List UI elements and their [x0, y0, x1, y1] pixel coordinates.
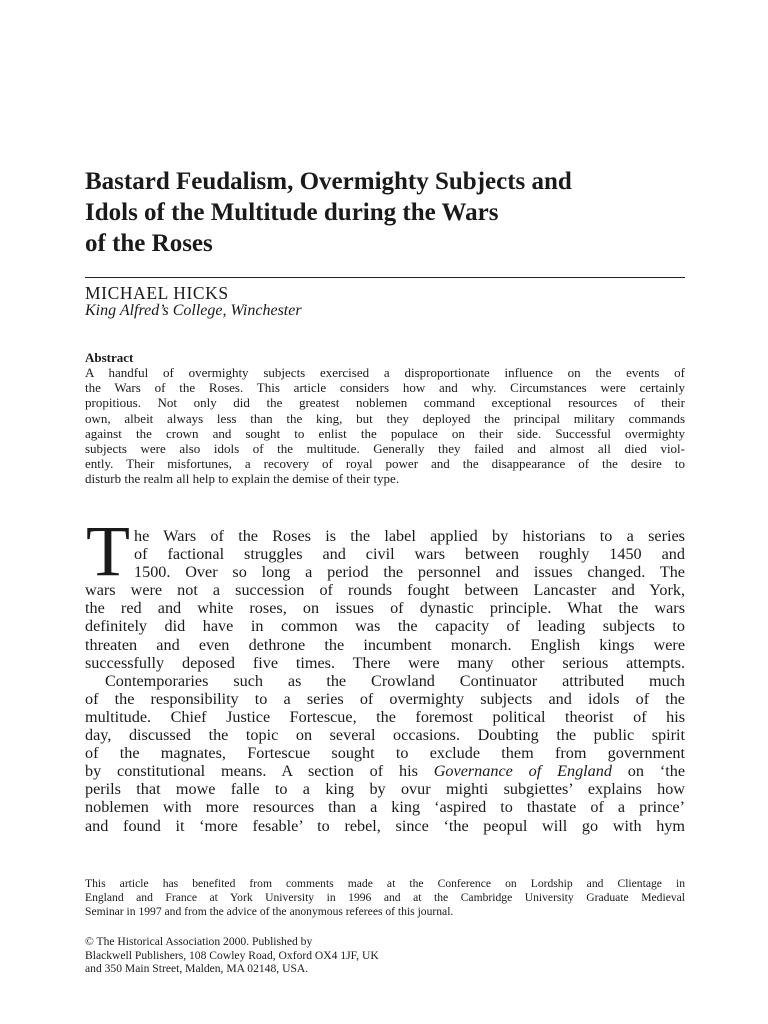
- copyright-line: © The Historical Association 2000. Published by: [85, 935, 313, 948]
- body-line: and found it ‘more fesable’ to rebel, since ‘the peopul will go with hym: [85, 816, 685, 835]
- title-line: Bastard Feudalism, Overmighty Subjects and: [85, 168, 572, 195]
- abstract-heading: Abstract: [85, 350, 134, 365]
- abstract-line: subjects were also idols of the multitude. Generally they failed and almost all died viol-: [85, 441, 685, 457]
- abstract-line: ently. Their misfortunes, a recovery of royal power and the disappearance of the desire to: [85, 456, 685, 472]
- abstract-line: against the crown and sought to enlist the populace on their side. Successful overmighty: [85, 425, 685, 441]
- copyright-line: Blackwell Publishers, 108 Cowley Road, Oxford OX4 1JF, UK: [85, 948, 379, 962]
- body-line: he Wars of the Roses is the label applied by historians to a series: [134, 527, 685, 545]
- abstract-line: A handful of overmighty subjects exercised a disproportionate influence on the events of: [85, 365, 685, 380]
- body-line: multitude. Chief Justice Fortescue, the foremost political theorist of his: [85, 707, 685, 726]
- author-name: MICHAEL HICKS: [85, 283, 229, 303]
- body-line-segment: by constitutional means. A section of his: [85, 762, 418, 781]
- abstract-line: own, albeit always less than the king, but they deployed the principal military commands: [85, 410, 685, 426]
- book-title: Governance of England: [433, 762, 612, 781]
- body-line: wars were not a succession of rounds fought between Lancaster and York,: [85, 581, 685, 600]
- body-line-segment: on ‘the: [611, 762, 686, 781]
- abstract-line: propitious. Not only did the greatest noblemen command exceptional resources of their: [85, 395, 685, 411]
- abstract-text: [85, 365, 685, 487]
- copyright-notice: [85, 935, 379, 976]
- body-line: perils that mowe falle to a king by ovur mighti subgiettes’ explains how: [85, 780, 685, 799]
- body-line: noblemen with more resources than a king ‘aspired to thastate of a prince’: [85, 798, 685, 817]
- title-line: of the Roses: [85, 230, 213, 257]
- abstract-line: the Wars of the Roses. This article considers how and why. Circumstances were certainly: [85, 380, 685, 396]
- author-affiliation: King Alfred’s College, Winchester: [85, 302, 302, 319]
- abstract-line: disturb the realm all help to explain the demise of their type.: [85, 471, 400, 487]
- body-line: of factional struggles and civil wars between roughly 1450 and: [134, 545, 685, 564]
- body-line: [85, 762, 685, 780]
- body-line: day, discussed the topic on several occasions. Doubting the public spirit: [85, 726, 685, 745]
- body-line: definitely did have in common was the capacity of leading subjects to: [85, 617, 685, 636]
- title-line: Idols of the Multitude during the Wars: [85, 199, 499, 226]
- article-title: [85, 166, 685, 259]
- footnote-line: England and France at York University in 1996 and at the Cambridge University Graduate Medieval: [85, 890, 685, 904]
- acknowledgement-footnote: [85, 877, 685, 918]
- article-body: [85, 527, 685, 835]
- footnote-line: This article has benefited from comments made at the Conference on Lordship and Clientage in: [85, 877, 685, 890]
- body-line: threaten and even dethrone the incumbent monarch. English kings were: [85, 635, 685, 654]
- footnote-line: Seminar in 1997 and from the advice of the anonymous referees of this journal.: [85, 904, 454, 918]
- copyright-line: and 350 Main Street, Malden, MA 02148, USA.: [85, 962, 309, 976]
- body-line: Contemporaries such as the Crowland Continuator attributed much: [105, 671, 685, 690]
- body-line: of the magnates, Fortescue sought to exclude them from government: [85, 744, 685, 763]
- body-line: successfully deposed five times. There were many other serious attempts.: [85, 653, 685, 672]
- body-line: 1500. Over so long a period the personnel and issues changed. The: [134, 563, 685, 582]
- drop-cap: T: [86, 511, 130, 591]
- body-line: of the responsibility to a series of overmighty subjects and idols of the: [85, 689, 685, 708]
- title-divider: [85, 277, 685, 278]
- body-line: the red and white roses, on issues of dynastic principle. What the wars: [85, 599, 685, 618]
